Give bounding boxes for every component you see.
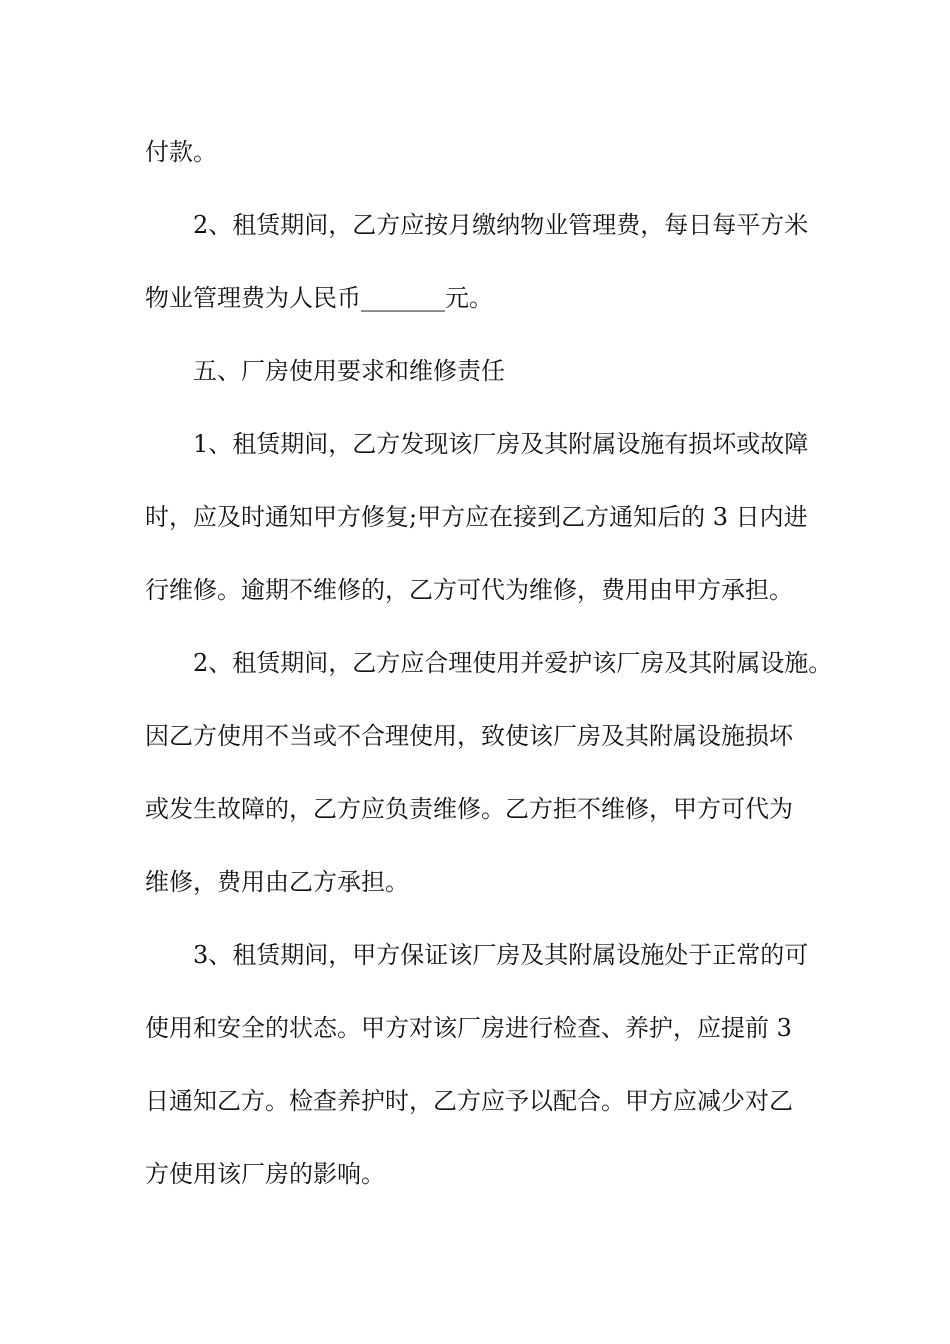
text-line: 或发生故障的，乙方应负责维修。乙方拒不维修，甲方可代为 xyxy=(145,795,793,823)
text-line: 行维修。逾期不维修的，乙方可代为维修，费用由甲方承担。 xyxy=(145,576,793,604)
paragraph-start: 3、租赁期间，甲方保证该厂房及其附属设施处于正常的可 xyxy=(193,941,809,969)
text-line: 物业管理费为人民币_______元。 xyxy=(145,284,493,312)
text-line: 使用和安全的状态。甲方对该厂房进行检查、养护，应提前 3 xyxy=(145,1014,792,1042)
text-line: 付款。 xyxy=(145,138,217,166)
text-line: 时，应及时通知甲方修复;甲方应在接到乙方通知后的 3 日内进 xyxy=(145,503,808,531)
text-line: 因乙方使用不当或不合理使用，致使该厂房及其附属设施损坏 xyxy=(145,722,793,750)
paragraph-start: 1、租赁期间，乙方发现该厂房及其附属设施有损坏或故障 xyxy=(193,430,809,458)
paragraph-start: 2、租赁期间，乙方应合理使用并爱护该厂房及其附属设施。 xyxy=(193,649,833,677)
paragraph-start: 2、租赁期间，乙方应按月缴纳物业管理费，每日每平方米 xyxy=(193,211,809,239)
text-line: 维修，费用由乙方承担。 xyxy=(145,868,409,896)
section-heading: 五、厂房使用要求和维修责任 xyxy=(193,357,505,385)
text-line: 日通知乙方。检查养护时，乙方应予以配合。甲方应减少对乙 xyxy=(145,1087,793,1115)
text-line: 方使用该厂房的影响。 xyxy=(145,1160,385,1188)
